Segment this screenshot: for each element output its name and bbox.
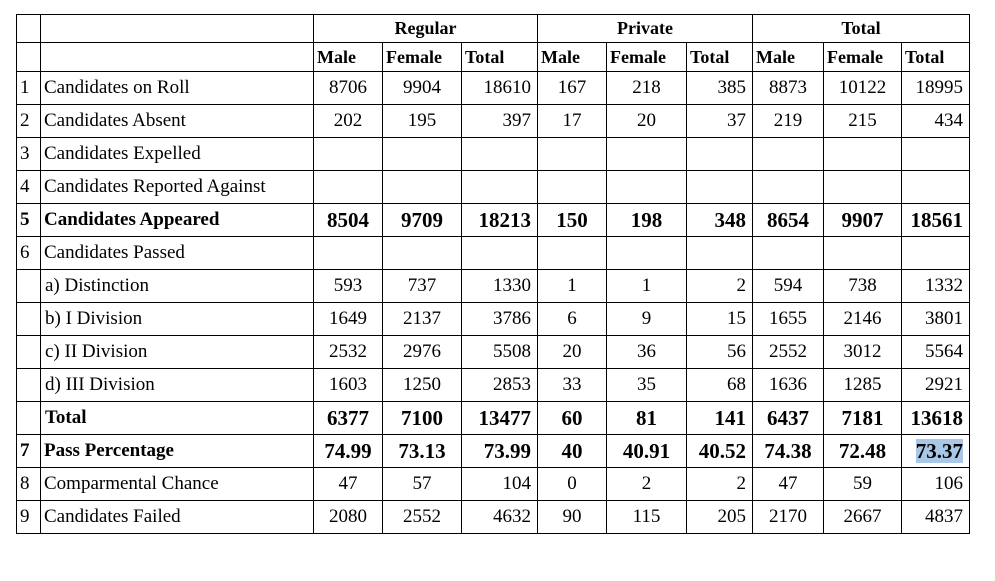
- value-cell: [824, 303, 902, 336]
- cell-value: 40.52: [698, 438, 746, 463]
- cell-value: 2853: [493, 374, 531, 395]
- value-cell: [687, 72, 753, 105]
- cell-value: 4837: [925, 506, 963, 527]
- cell-value: 2921: [925, 374, 963, 395]
- value-cell: [538, 105, 607, 138]
- value-cell: [824, 204, 902, 237]
- cell-value: 33: [562, 374, 582, 395]
- value-cell: [824, 501, 902, 534]
- row-label: a) Distinction: [41, 270, 314, 303]
- value-cell: [538, 72, 607, 105]
- cell-value: 47: [338, 473, 358, 494]
- value-cell: [462, 204, 538, 237]
- value-cell: [383, 501, 462, 534]
- cell-value: 3801: [925, 308, 963, 329]
- cell-value: 738: [848, 275, 877, 296]
- row-index: 4: [17, 171, 41, 204]
- value-cell: [607, 369, 687, 402]
- sub-header-male: Male: [314, 43, 383, 72]
- cell-value: 6437: [767, 405, 809, 430]
- value-cell: [607, 402, 687, 435]
- table-row: [17, 270, 970, 303]
- empty-cell: [41, 15, 314, 43]
- value-cell: [383, 369, 462, 402]
- group-header-private: Private: [538, 15, 753, 43]
- value-cell: [753, 270, 824, 303]
- empty-cell: [17, 15, 41, 43]
- group-header-regular: Regular: [314, 15, 538, 43]
- value-cell: [383, 237, 462, 270]
- value-cell: [687, 138, 753, 171]
- sub-header-male: Male: [538, 43, 607, 72]
- cell-value: 90: [562, 506, 582, 527]
- cell-value: 10122: [838, 77, 887, 98]
- value-cell: [753, 237, 824, 270]
- value-cell: [314, 369, 383, 402]
- cell-value: 1: [641, 275, 652, 296]
- cell-value: 7100: [401, 405, 443, 430]
- row-index: [17, 402, 41, 435]
- sub-header-female: Female: [383, 43, 462, 72]
- value-cell: [902, 435, 970, 468]
- value-cell: [753, 468, 824, 501]
- cell-value: 4632: [493, 506, 531, 527]
- value-cell: [462, 369, 538, 402]
- value-cell: [824, 72, 902, 105]
- value-cell: [462, 468, 538, 501]
- value-cell: [902, 105, 970, 138]
- cell-value: 9907: [841, 207, 884, 232]
- value-cell: [538, 237, 607, 270]
- value-cell: [607, 105, 687, 138]
- value-cell: [753, 303, 824, 336]
- value-cell: [753, 402, 824, 435]
- value-cell: [824, 336, 902, 369]
- cell-value: 348: [714, 207, 746, 232]
- value-cell: [902, 303, 970, 336]
- value-cell: [314, 435, 383, 468]
- value-cell: [538, 138, 607, 171]
- cell-value: 1636: [769, 374, 807, 395]
- cell-value: 150: [556, 207, 588, 232]
- value-cell: [753, 435, 824, 468]
- cell-value: 195: [407, 110, 437, 131]
- cell-value: 5508: [493, 341, 531, 362]
- value-cell: [607, 468, 687, 501]
- value-cell: [902, 270, 970, 303]
- cell-value: 2: [641, 473, 652, 494]
- sub-header-total: Total: [462, 43, 538, 72]
- row-index: 6: [17, 237, 41, 270]
- value-cell: [314, 105, 383, 138]
- value-cell: [607, 72, 687, 105]
- row-label: Candidates Reported Against: [41, 171, 314, 204]
- row-label: d) III Division: [41, 369, 314, 402]
- value-cell: [753, 369, 824, 402]
- value-cell: [902, 138, 970, 171]
- cell-value: 1285: [843, 374, 882, 395]
- value-cell: [383, 171, 462, 204]
- value-cell: [687, 303, 753, 336]
- cell-value: 1330: [493, 275, 531, 296]
- value-cell: [538, 468, 607, 501]
- cell-value: 104: [502, 473, 531, 494]
- value-cell: [607, 303, 687, 336]
- value-cell: [383, 204, 462, 237]
- value-cell: [462, 402, 538, 435]
- cell-value: 1603: [329, 374, 367, 395]
- value-cell: [687, 237, 753, 270]
- cell-value: 1332: [925, 275, 963, 296]
- table-row: [17, 105, 970, 138]
- row-label: Candidates Passed: [41, 237, 314, 270]
- value-cell: [314, 171, 383, 204]
- value-cell: [824, 237, 902, 270]
- value-cell: [314, 468, 383, 501]
- value-cell: [538, 501, 607, 534]
- row-index: 9: [17, 501, 41, 534]
- value-cell: [687, 468, 753, 501]
- row-label: b) I Division: [41, 303, 314, 336]
- value-cell: [687, 402, 753, 435]
- cell-value: 3786: [493, 308, 531, 329]
- cell-value: 18213: [478, 207, 531, 232]
- cell-value: 47: [778, 473, 798, 494]
- value-cell: [753, 72, 824, 105]
- cell-value: 218: [632, 77, 661, 98]
- cell-value: 198: [630, 207, 663, 232]
- cell-value: 115: [632, 506, 661, 527]
- value-cell: [314, 237, 383, 270]
- value-cell: [462, 138, 538, 171]
- cell-value: 40: [561, 438, 583, 463]
- value-cell: [462, 237, 538, 270]
- row-label: Candidates Absent: [41, 105, 314, 138]
- row-label: Candidates on Roll: [41, 72, 314, 105]
- cell-value: 73.13: [398, 438, 446, 463]
- cell-value: 0: [567, 473, 577, 494]
- value-cell: [687, 369, 753, 402]
- cell-value: 202: [333, 110, 363, 131]
- cell-value: 37: [727, 110, 746, 131]
- cell-value: 74.99: [324, 438, 372, 463]
- table-row: [17, 435, 970, 468]
- cell-value: 594: [773, 275, 803, 296]
- value-cell: [902, 468, 970, 501]
- value-cell: [753, 336, 824, 369]
- cell-value: 219: [773, 110, 803, 131]
- cell-value: 2532: [329, 341, 367, 362]
- value-cell: [824, 369, 902, 402]
- value-cell: [538, 303, 607, 336]
- value-cell: [824, 171, 902, 204]
- value-cell: [753, 138, 824, 171]
- row-label: Candidates Failed: [41, 501, 314, 534]
- cell-value: 1250: [403, 374, 441, 395]
- value-cell: [607, 435, 687, 468]
- value-cell: [753, 105, 824, 138]
- value-cell: [383, 468, 462, 501]
- table-row: [17, 501, 970, 534]
- value-cell: [314, 270, 383, 303]
- table-row: [17, 402, 970, 435]
- sub-header-row: [17, 43, 970, 72]
- results-table-container: [16, 14, 970, 534]
- cell-value: 2: [736, 275, 746, 296]
- cell-value: 215: [848, 110, 877, 131]
- cell-value: 1649: [329, 308, 367, 329]
- table-row: [17, 204, 970, 237]
- table-row: [17, 336, 970, 369]
- value-cell: [538, 270, 607, 303]
- value-cell: [462, 336, 538, 369]
- value-cell: [314, 303, 383, 336]
- cell-value: 8873: [769, 77, 807, 98]
- table-row: [17, 468, 970, 501]
- cell-value: 18995: [915, 77, 963, 98]
- cell-value: 205: [717, 506, 746, 527]
- table-row: [17, 171, 970, 204]
- value-cell: [462, 72, 538, 105]
- value-cell: [462, 435, 538, 468]
- value-cell: [314, 402, 383, 435]
- value-cell: [314, 336, 383, 369]
- cell-value: 8504: [327, 207, 369, 232]
- value-cell: [383, 105, 462, 138]
- value-cell: [753, 501, 824, 534]
- cell-value: 9: [641, 308, 652, 329]
- value-cell: [607, 270, 687, 303]
- cell-value: 57: [412, 473, 432, 494]
- value-cell: [902, 204, 970, 237]
- cell-value: 60: [561, 405, 583, 430]
- cell-value: 13477: [478, 405, 531, 430]
- value-cell: [538, 369, 607, 402]
- value-cell: [314, 138, 383, 171]
- cell-value: 2552: [769, 341, 807, 362]
- cell-value: 385: [717, 77, 746, 98]
- value-cell: [687, 501, 753, 534]
- row-index: 8: [17, 468, 41, 501]
- row-label: Comparmental Chance: [41, 468, 314, 501]
- row-label: Pass Percentage: [41, 435, 314, 468]
- value-cell: [902, 336, 970, 369]
- value-cell: [687, 270, 753, 303]
- cell-value: 6: [567, 308, 577, 329]
- value-cell: [462, 105, 538, 138]
- cell-value: 397: [502, 110, 531, 131]
- value-cell: [607, 501, 687, 534]
- cell-value: 2080: [329, 506, 367, 527]
- value-cell: [687, 336, 753, 369]
- value-cell: [902, 369, 970, 402]
- cell-value: 2137: [403, 308, 441, 329]
- value-cell: [383, 72, 462, 105]
- row-index: [17, 369, 41, 402]
- sub-header-total: Total: [687, 43, 753, 72]
- cell-value: 17: [562, 110, 582, 131]
- cell-value: 56: [727, 341, 746, 362]
- cell-value: 18610: [483, 77, 531, 98]
- value-cell: [383, 138, 462, 171]
- value-cell: [902, 501, 970, 534]
- cell-value: 40.91: [622, 438, 671, 463]
- cell-value: 68: [727, 374, 746, 395]
- value-cell: [824, 435, 902, 468]
- row-index: [17, 336, 41, 369]
- value-cell: [687, 105, 753, 138]
- value-cell: [607, 138, 687, 171]
- row-index: 5: [17, 204, 41, 237]
- value-cell: [314, 501, 383, 534]
- value-cell: [824, 468, 902, 501]
- cell-value: 74.38: [764, 438, 812, 463]
- results-table: [16, 14, 970, 534]
- value-cell: [462, 501, 538, 534]
- value-cell: [902, 237, 970, 270]
- cell-value: 2170: [769, 506, 807, 527]
- value-cell: [383, 435, 462, 468]
- value-cell: [314, 204, 383, 237]
- value-cell: [314, 72, 383, 105]
- group-header-row: [17, 15, 970, 43]
- value-cell: [462, 171, 538, 204]
- cell-value: 8654: [767, 207, 809, 232]
- value-cell: [824, 105, 902, 138]
- cell-value: 5564: [925, 341, 963, 362]
- value-cell: [383, 270, 462, 303]
- cell-value: 737: [407, 275, 437, 296]
- cell-value: 593: [333, 275, 363, 296]
- value-cell: [687, 204, 753, 237]
- table-row: [17, 72, 970, 105]
- cell-value: 35: [637, 374, 656, 395]
- row-label: c) II Division: [41, 336, 314, 369]
- value-cell: [383, 303, 462, 336]
- value-cell: [538, 204, 607, 237]
- cell-value: 59: [853, 473, 872, 494]
- value-cell: [687, 435, 753, 468]
- cell-value: 9904: [403, 77, 441, 98]
- value-cell: [824, 270, 902, 303]
- row-index: [17, 303, 41, 336]
- value-cell: [607, 336, 687, 369]
- row-index: 7: [17, 435, 41, 468]
- cell-value: 73.37: [915, 438, 963, 463]
- cell-value: 434: [934, 110, 963, 131]
- cell-value: 72.48: [838, 438, 887, 463]
- value-cell: [824, 138, 902, 171]
- value-cell: [824, 402, 902, 435]
- value-cell: [383, 336, 462, 369]
- value-cell: [538, 336, 607, 369]
- value-cell: [538, 402, 607, 435]
- cell-value: 81: [636, 405, 657, 430]
- sub-header-female: Female: [607, 43, 687, 72]
- cell-value: 9709: [401, 207, 443, 232]
- row-index: 3: [17, 138, 41, 171]
- cell-value: 15: [727, 308, 746, 329]
- value-cell: [462, 270, 538, 303]
- value-cell: [902, 402, 970, 435]
- value-cell: [687, 171, 753, 204]
- cell-value: 8706: [329, 77, 367, 98]
- cell-value: 20: [562, 341, 582, 362]
- group-header-total: Total: [753, 15, 970, 43]
- value-cell: [462, 303, 538, 336]
- cell-value: 73.99: [483, 438, 531, 463]
- row-label: Candidates Appeared: [41, 204, 314, 237]
- row-index: 1: [17, 72, 41, 105]
- value-cell: [607, 171, 687, 204]
- cell-value: 2552: [403, 506, 441, 527]
- table-row: [17, 369, 970, 402]
- empty-cell: [17, 43, 41, 72]
- cell-value: 106: [934, 473, 963, 494]
- cell-value: 6377: [327, 405, 369, 430]
- table-row: [17, 303, 970, 336]
- empty-cell: [41, 43, 314, 72]
- cell-value: 13618: [910, 405, 963, 430]
- sub-header-male: Male: [753, 43, 824, 72]
- sub-header-female: Female: [824, 43, 902, 72]
- value-cell: [383, 402, 462, 435]
- cell-value: 18561: [910, 207, 963, 232]
- cell-value: 2146: [843, 308, 882, 329]
- cell-value: 7181: [841, 405, 884, 430]
- cell-value: 2: [736, 473, 746, 494]
- value-cell: [902, 72, 970, 105]
- value-cell: [753, 204, 824, 237]
- cell-value: 36: [637, 341, 656, 362]
- cell-value: 2667: [843, 506, 882, 527]
- row-label: Candidates Expelled: [41, 138, 314, 171]
- cell-value: 1655: [769, 308, 807, 329]
- row-label: Total: [41, 402, 314, 435]
- row-index: 2: [17, 105, 41, 138]
- row-index: [17, 270, 41, 303]
- cell-value: 167: [557, 77, 587, 98]
- value-cell: [902, 171, 970, 204]
- value-cell: [538, 171, 607, 204]
- table-row: [17, 138, 970, 171]
- table-row: [17, 237, 970, 270]
- value-cell: [607, 237, 687, 270]
- sub-header-total: Total: [902, 43, 970, 72]
- cell-value: 141: [714, 405, 746, 430]
- cell-value: 2976: [403, 341, 441, 362]
- value-cell: [607, 204, 687, 237]
- value-cell: [538, 435, 607, 468]
- cell-value: 1: [567, 275, 577, 296]
- cell-value: 20: [637, 110, 656, 131]
- cell-value: 3012: [843, 341, 882, 362]
- value-cell: [753, 171, 824, 204]
